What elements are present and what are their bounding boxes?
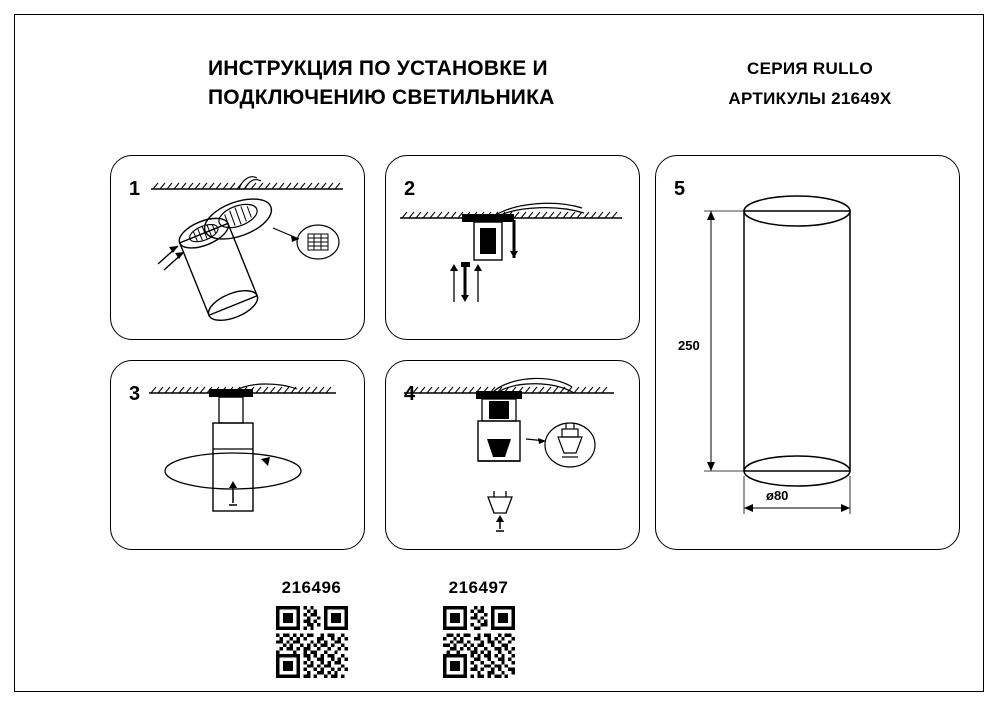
step-2-illustration xyxy=(386,156,639,339)
product-code-block-1 xyxy=(255,578,368,678)
step-number-1: 1 xyxy=(129,178,141,200)
step-panel-5 xyxy=(655,155,960,550)
step-1-illustration xyxy=(111,156,364,339)
series-info xyxy=(660,54,960,114)
product-codes xyxy=(255,578,535,678)
page-title-line1: ИНСТРУКЦИЯ ПО УСТАНОВКЕ И xyxy=(208,57,548,80)
step-number-4: 4 xyxy=(404,383,416,405)
page-title xyxy=(208,54,628,112)
series-name: СЕРИЯ RULLO xyxy=(747,59,873,78)
qr-code-216497 xyxy=(443,606,515,678)
step-panel-4 xyxy=(385,360,640,550)
step-number-2: 2 xyxy=(404,178,416,200)
height-dimension-label: 250 xyxy=(678,338,700,353)
dimensions-illustration xyxy=(656,156,959,549)
qr-code-216496 xyxy=(276,606,348,678)
product-code-block-2 xyxy=(422,578,535,678)
product-code-label-2: 216497 xyxy=(448,578,509,597)
page-title-line2: ПОДКЛЮЧЕНИЮ СВЕТИЛЬНИКА xyxy=(208,86,555,109)
step-panel-2 xyxy=(385,155,640,340)
step-4-illustration xyxy=(386,361,639,549)
step-panel-1 xyxy=(110,155,365,340)
product-code-label-1: 216496 xyxy=(281,578,342,597)
step-number-5: 5 xyxy=(674,178,686,200)
diameter-dimension-label: ø80 xyxy=(766,488,789,503)
step-panel-3 xyxy=(110,360,365,550)
step-3-illustration xyxy=(111,361,364,549)
step-number-3: 3 xyxy=(129,383,141,405)
article-numbers: АРТИКУЛЫ 21649X xyxy=(728,89,892,108)
